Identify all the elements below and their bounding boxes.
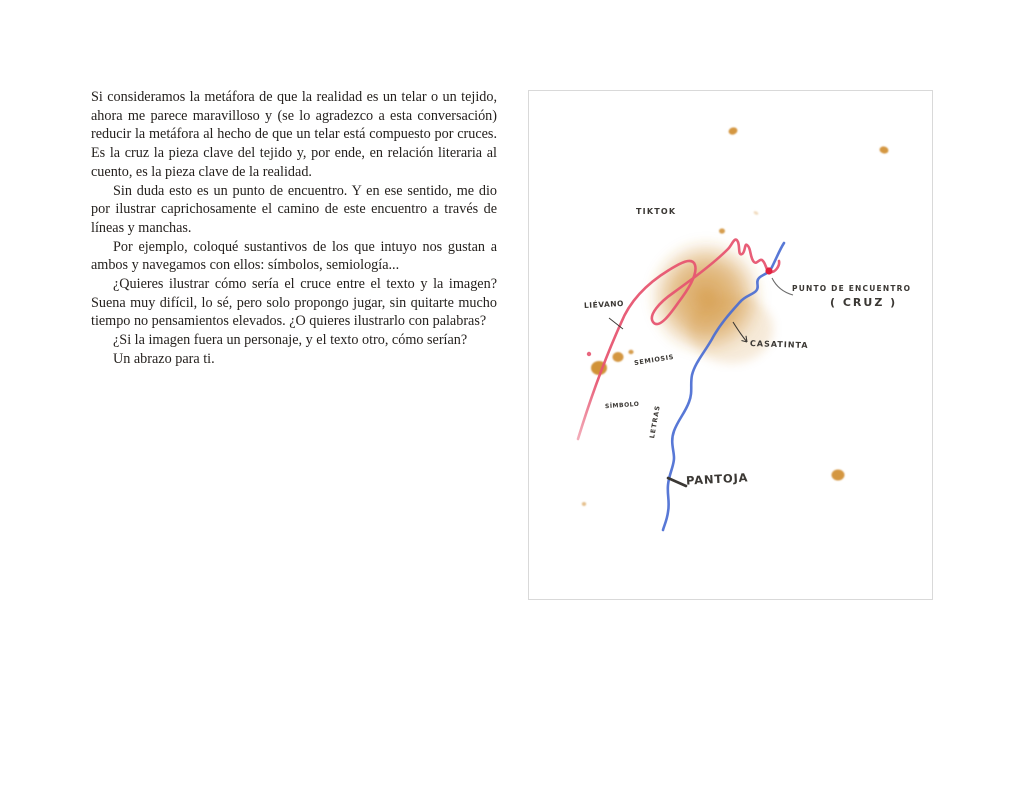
ink-blot xyxy=(719,228,725,233)
letter-text-column xyxy=(91,88,497,369)
ink-blot xyxy=(728,126,739,135)
central-ink-stain-halo xyxy=(689,295,773,363)
label-casatinta: CASATINTA xyxy=(749,338,809,351)
illustration-drawing xyxy=(529,91,934,601)
red-line-blob xyxy=(587,352,591,356)
illustration-panel xyxy=(528,90,933,600)
letter-paragraph: Por ejemplo, coloqué sustantivos de los que intuyo nos gustan a ambos y navegamos con ellos: símbolos, semiología... xyxy=(91,238,497,274)
letter-paragraph: Si consideramos la metáfora de que la realidad es un telar o un tejido, ahora me parece maravilloso y (se lo agradezco a esta conversación) reducir la metáfora al hecho de que un telar está compuesto por cruces. Es la cruz la pieza clave del tejido y, por ende, en relación literaria al cuento, es la pieza clave de la realidad. xyxy=(91,89,497,180)
ink-blot xyxy=(832,470,845,481)
letter-paragraph: ¿Quieres ilustrar cómo sería el cruce entre el texto y la imagen? Suena muy difícil, lo sé, pero solo propongo jugar, sin quitarte mucho tiempo no pensamientos elevados. ¿O quieres ilustrarlo con palabras? xyxy=(91,276,497,330)
letter-paragraph: Un abrazo para ti. xyxy=(113,350,215,367)
ink-blot xyxy=(753,210,759,215)
label-tiktok: TIKTOK xyxy=(636,207,677,216)
ink-blot xyxy=(613,352,624,362)
pantoja-tick xyxy=(668,478,686,486)
label-punto-de-encuentro: PUNTO DE ENCUENTRO xyxy=(792,284,912,293)
letter-paragraph: Sin duda esto es un punto de encuentro. Y en ese sentido, me dio por ilustrar caprichosamente el camino de este encuentro a través de líneas y manchas. xyxy=(91,182,497,236)
ink-blot xyxy=(582,502,586,506)
letter-paragraph: ¿Si la imagen fuera un personaje, y el texto otro, cómo serían? xyxy=(113,332,468,349)
ink-blot xyxy=(628,350,633,354)
ink-blot xyxy=(879,146,889,155)
punto-pointer-curve xyxy=(772,278,793,295)
label-pantoja: PANTOJA xyxy=(685,470,749,488)
label-letras: LETRAS xyxy=(648,404,662,439)
label-cruz: ( CRUZ ) xyxy=(830,296,898,309)
label-semiosis: SEMIOSIS xyxy=(633,352,675,368)
label-lievano: LIÉVANO xyxy=(583,298,625,311)
label-simbolo: SÍMBOLO xyxy=(604,400,640,411)
meeting-point-dot xyxy=(765,267,772,274)
